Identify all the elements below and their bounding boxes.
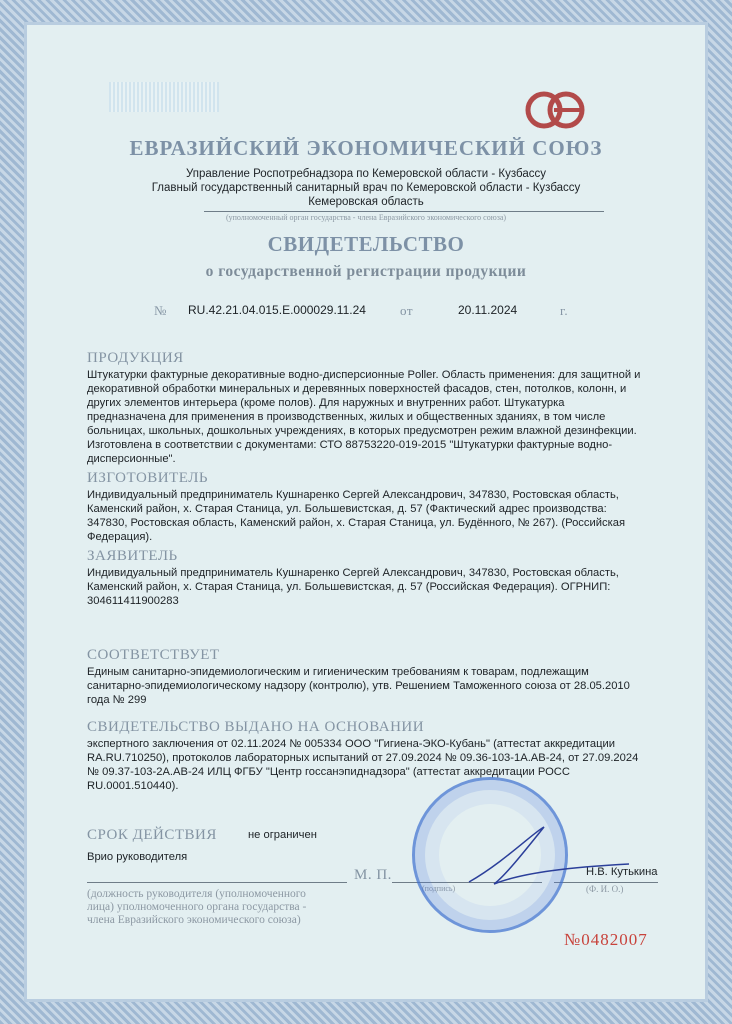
section-text-line: Каменский район, х. Старая Станица, ул. Большевистская, д. 57 (Фактический адрес производства: <box>87 503 607 515</box>
section-text-line: RA.RU.710250), протоколов лабораторных испытаний от 27.09.2024 № 09.36-103-1А.АВ-24, от 27.09.2024 <box>87 752 639 764</box>
signer-name: Н.В. Кутькина <box>586 866 658 878</box>
section-text-line: Федерация). <box>87 531 153 543</box>
section-text-line: Индивидуальный предприниматель Кушнаренко Сергей Александрович, 347830, Ростовская область, <box>87 567 619 579</box>
section-heading: СООТВЕТСТВУЕТ <box>87 647 220 663</box>
section-heading: ИЗГОТОВИТЕЛЬ <box>87 470 209 486</box>
position-caption-3: члена Евразийского экономического союза) <box>87 914 301 926</box>
section-text-line: экспертного заключения от 02.11.2024 № 005334 ООО "Гигиена-ЭКО-Кубань" (аттестат аккредитации <box>87 738 616 750</box>
number-label: № <box>154 303 167 318</box>
certificate-title: СВИДЕТЕЛЬСТВО <box>267 232 465 256</box>
seal-place-label: М. П. <box>354 867 392 883</box>
section-text-line: дисперсионные". <box>87 453 176 465</box>
section-text-line: предназначена для применения в производственных, жилых и общественных зданиях, в том числе <box>87 411 606 423</box>
position-caption-1: (должность руководителя (уполномоченного <box>87 888 306 900</box>
section-text-line: Каменский район, х. Старая Станица, ул. Большевистская, д. 57 (Российская Федерация). ОГРНИП: <box>87 581 611 593</box>
year-suffix: г. <box>560 303 569 318</box>
certificate-subtitle: о государственной регистрации продукции <box>205 263 527 280</box>
signature-caption: (подпись) <box>422 884 456 893</box>
certificate-sheet <box>24 22 708 1002</box>
section-heading: СВИДЕТЕЛЬСТВО ВЫДАНО НА ОСНОВАНИИ <box>87 719 425 735</box>
signer-position: Врио руководителя <box>87 851 188 863</box>
section-text-line: Единым санитарно-эпидемиологическим и гигиеническим требованиям к товарам, подлежащим <box>87 666 589 678</box>
section-text-line: декоративной обработки минеральных и деревянных поверхностей фасадов, стен, потолков, колонн, и <box>87 383 627 395</box>
section-text-line: 304611411900283 <box>87 595 179 607</box>
validity-heading: СРОК ДЕЙСТВИЯ <box>87 827 217 843</box>
form-number: №0482007 <box>564 930 648 949</box>
section-text-line: № 09.37-103-2А.АВ-24 ИЛЦ ФГБУ "Центр госсанэпиднадзора" (аттестат аккредитации РОСС <box>87 766 570 778</box>
position-caption-2: лица) уполномоченного органа государства - <box>87 901 307 913</box>
org-caption: (уполномоченный орган государства - члена Евразийского экономического союза) <box>225 213 507 222</box>
registration-date: 20.11.2024 <box>458 303 518 317</box>
section-text-line: Изготовлена в соответствии с документами: СТО 88753220-019-2015 "Штукатурки фактурные водно- <box>87 439 613 451</box>
section-text-line: санитарно-эпидемиологическому надзору (контролю), утв. Решением Таможенного союза от 28.05.2010 <box>87 680 630 692</box>
handwritten-signature <box>464 822 634 892</box>
section-heading: ПРОДУКЦИЯ <box>87 350 184 366</box>
name-caption: (Ф. И. О.) <box>586 884 624 894</box>
validity-value: не ограничен <box>248 829 317 841</box>
org-line-3: Кемеровская область <box>308 196 424 208</box>
from-label: от <box>400 303 414 318</box>
registration-number: RU.42.21.04.015.E.000029.11.24 <box>188 303 366 317</box>
org-line-1: Управление Роспотребнадзора по Кемеровской области - Кузбассу <box>185 168 546 180</box>
section-text-line: RU.0001.510440). <box>87 780 179 792</box>
section-text-line: года № 299 <box>87 694 147 706</box>
guilloche-pattern <box>109 82 219 112</box>
divider <box>204 211 604 212</box>
org-line-2: Главный государственный санитарный врач по Кемеровской области - Кузбассу <box>151 182 581 194</box>
section-text-line: Индивидуальный предприниматель Кушнаренко Сергей Александрович, 347830, Ростовская область, <box>87 489 619 501</box>
section-text-line: Штукатурки фактурные декоративные водно-дисперсионные Poller. Область применения: для защитной и <box>87 369 641 381</box>
section-text-line: 347830, Ростовская область, Каменский район, х. Старая Станица, ул. Будённого, № 267). (Российская <box>87 517 626 529</box>
union-title: ЕВРАЗИЙСКИЙ ЭКОНОМИЧЕСКИЙ СОЮЗ <box>129 136 603 160</box>
position-line <box>87 882 347 883</box>
section-text-line: больницах, школьных, дошкольных учреждениях, в которых предусмотрен режим влажной дезинфекции. <box>87 425 637 437</box>
section-heading: ЗАЯВИТЕЛЬ <box>87 548 178 564</box>
logo-se-icon <box>524 90 586 130</box>
section-text-line: других элементов интерьера (кроме полов). Для наружных и внутренних работ. Штукатурка <box>87 397 565 409</box>
